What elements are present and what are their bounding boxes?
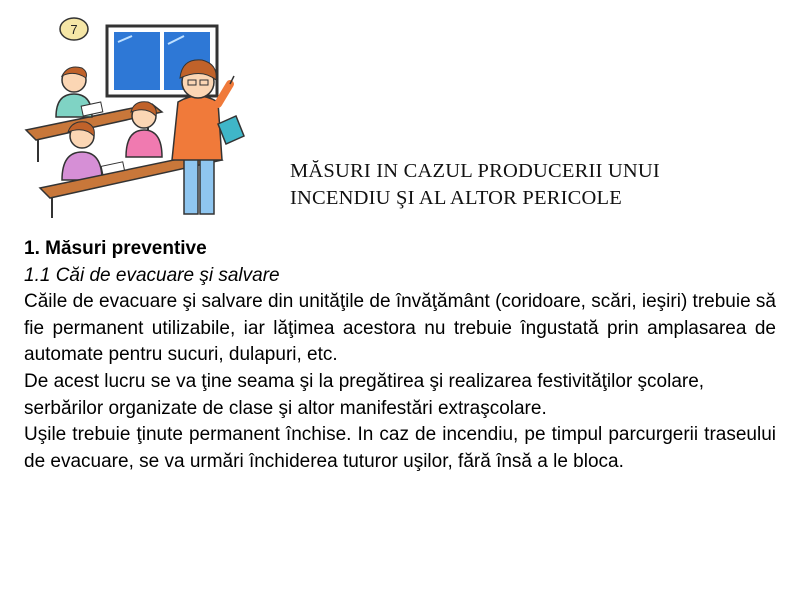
- pupil-figure: [62, 122, 125, 180]
- slide-title-line-1: MĂSURI IN CAZUL PRODUCERII UNUI: [290, 160, 660, 182]
- badge-number: 7: [70, 22, 78, 37]
- pupil-figure: [56, 67, 103, 117]
- paragraph-events: serbărilor organizate de clase şi altor manifestări extraşcolare.: [24, 397, 547, 419]
- subsection-heading: 1.1 Căi de evacuare şi salvare: [24, 264, 280, 286]
- classroom-illustration: [22, 12, 258, 222]
- paragraph-evacuation-routes: Căile de evacuare şi salvare din unităţile de învăţământ (coridoare, scări, ieşiri) trebuie să fie permanent utilizabile, iar lăţimea acestora nu trebuie îngustată prin amplasarea de automate pentru sucuri, dulapuri, etc.: [24, 291, 776, 366]
- slide-body: [24, 236, 776, 475]
- book-icon: [218, 116, 244, 144]
- number-badge: [60, 18, 88, 40]
- slide-title-line-2: INCENDIU ŞI AL ALTOR PERICOLE: [290, 187, 622, 209]
- paragraph-festivities: De acest lucru se va ţine seama şi la pregătirea şi realizarea festivităţilor şcolare,: [24, 370, 705, 392]
- section-heading: 1. Măsuri preventive: [24, 238, 207, 259]
- slide-title: [290, 158, 790, 212]
- paragraph-doors: Uşile trebuie ţinute permanent închise. In caz de incendiu, pe timpul parcurgerii traseului de evacuare, se va urmări închiderea tuturor uşilor, fără însă a le bloca.: [24, 424, 776, 472]
